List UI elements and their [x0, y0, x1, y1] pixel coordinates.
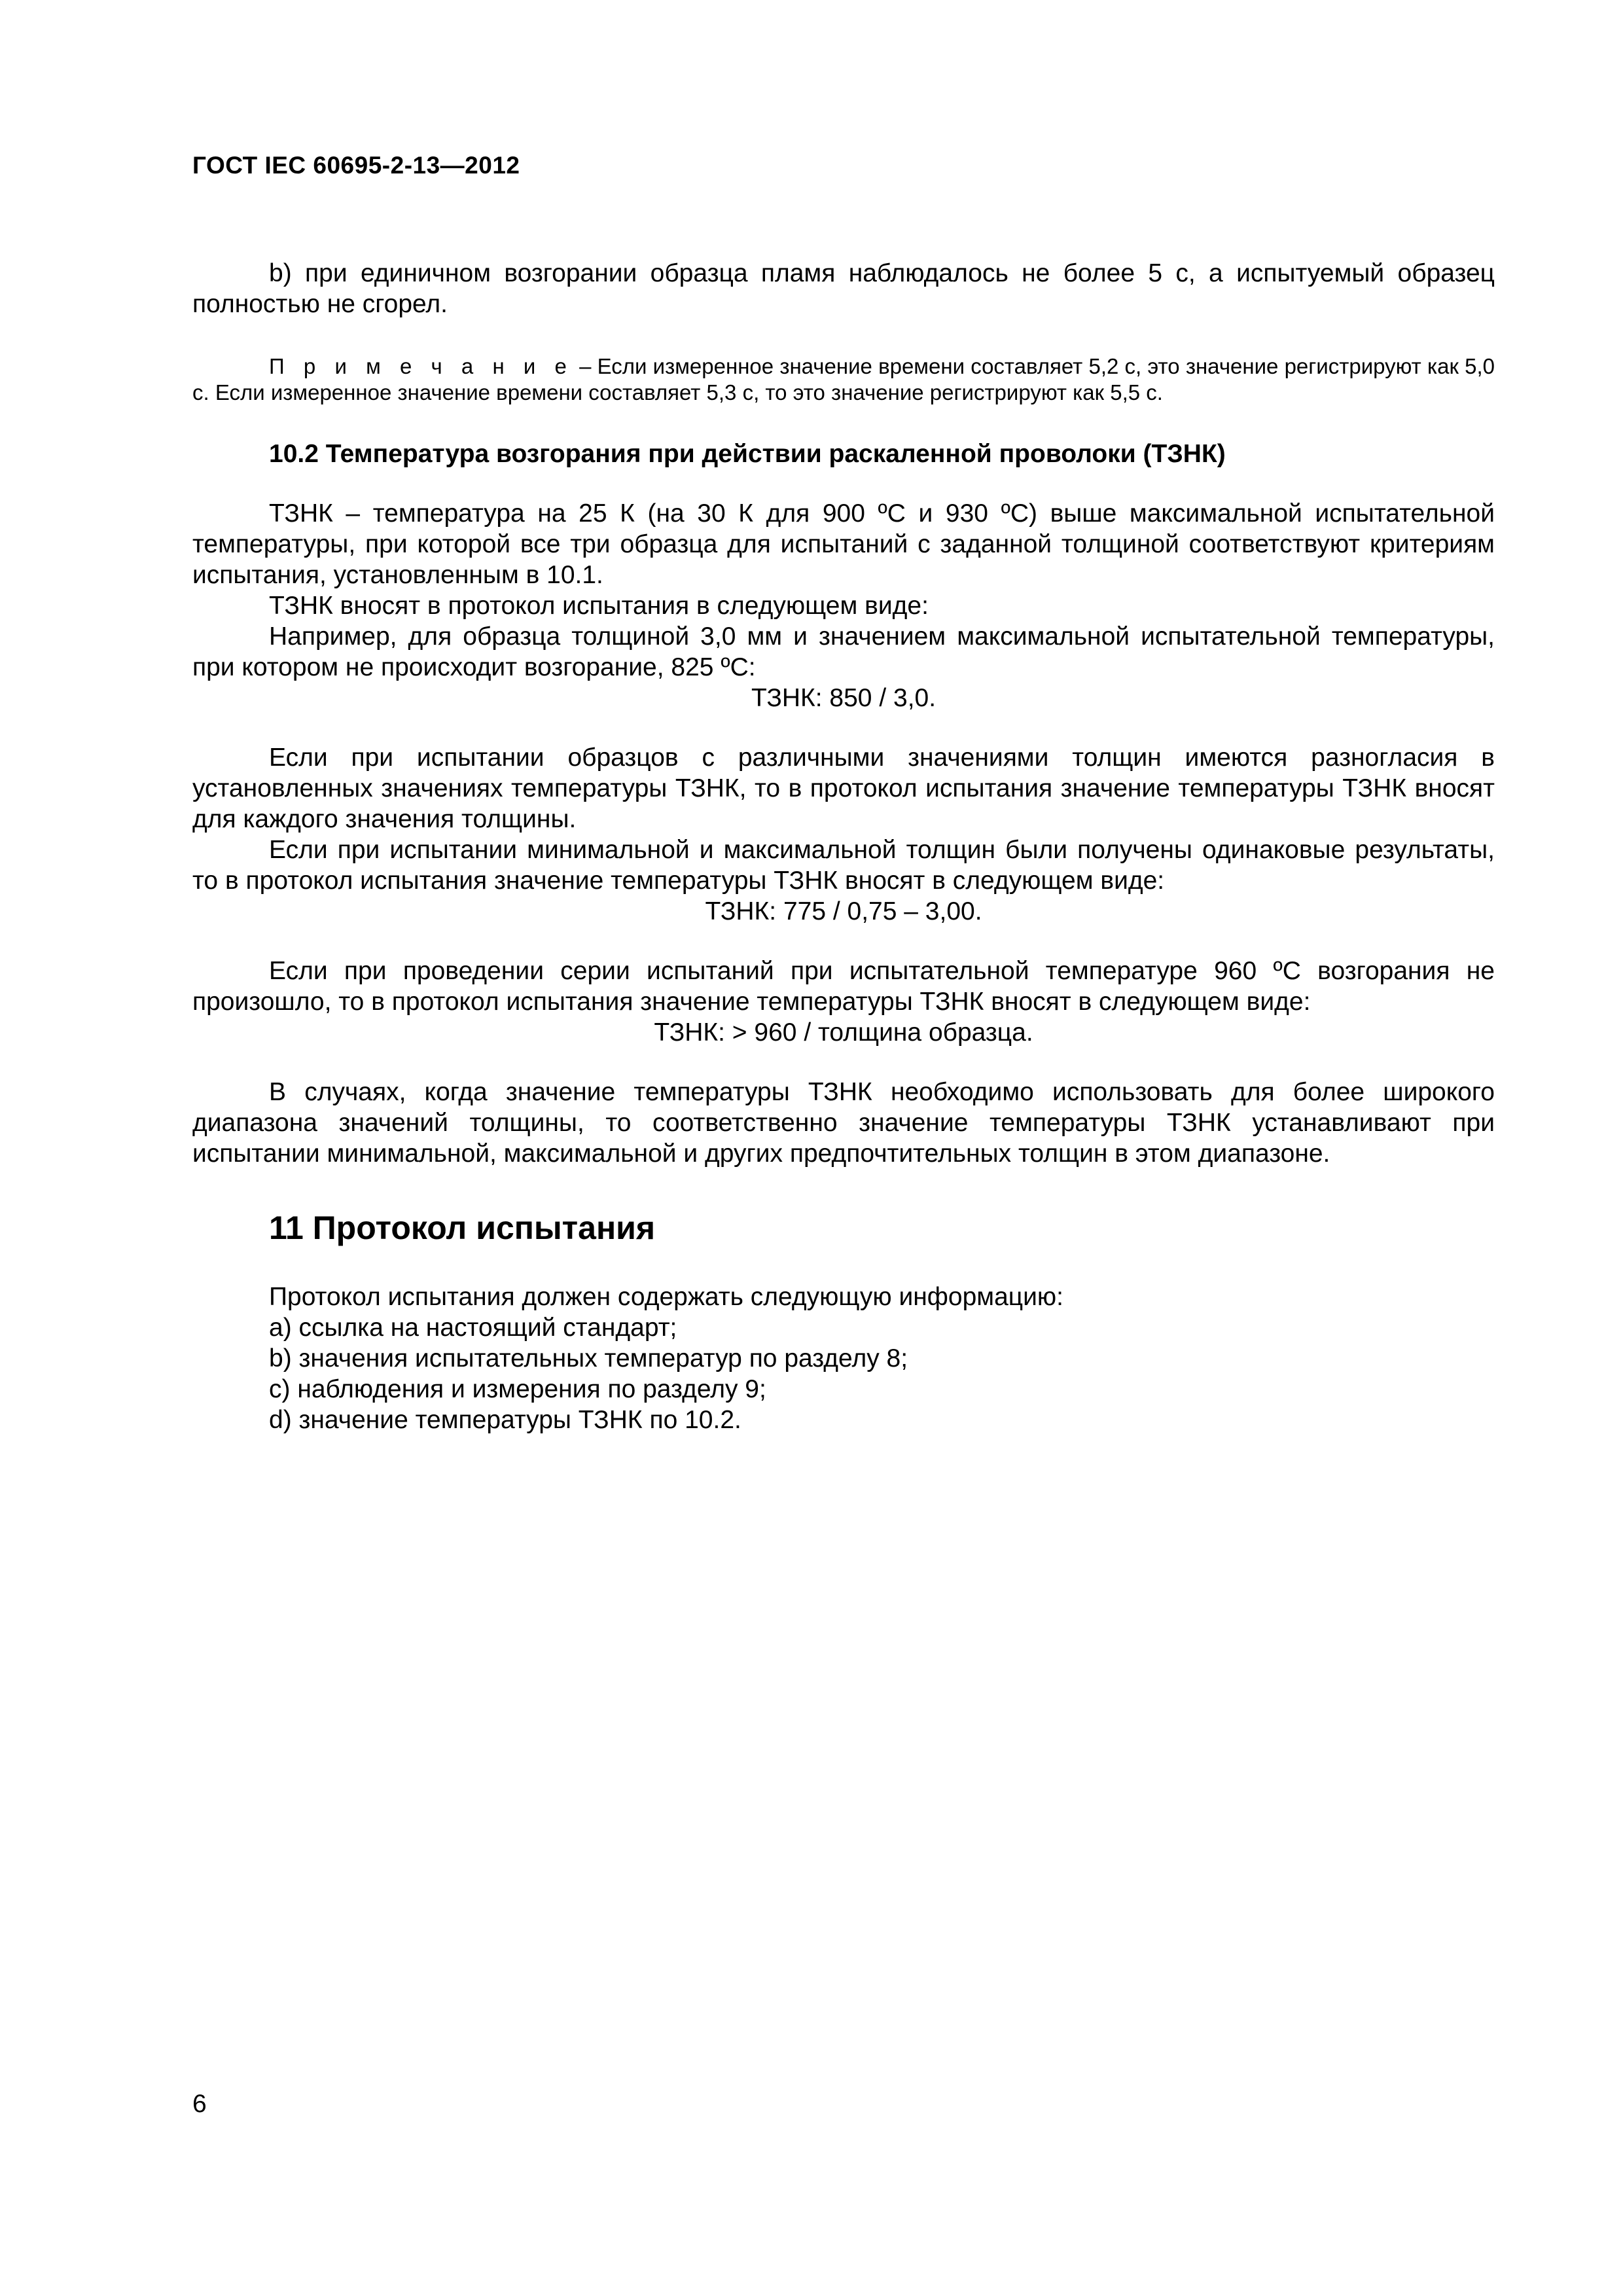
note — [192, 353, 1495, 406]
list-intro: Протокол испытания должен содержать следующую информацию: — [269, 1283, 1063, 1311]
list-item: b) значения испытательных температур по разделу 8; — [269, 1344, 908, 1372]
note-text: – Если измеренное значение времени составляет 5,2 с, это значение регистрируют как 5,0 с. Если измеренное значение времени составляет 5,3 с, то это значение регистрируют как 5,5 с. — [192, 354, 1495, 404]
page-content — [192, 258, 1495, 1435]
paragraph-7: В случаях, когда значение температуры ТЗНК необходимо использовать для более широкого диапазона значений толщины, то соответственно значение температуры ТЗНК устанавливают при испытании минимальной, максимальной и других предпочтительных толщин в этом диапазоне. — [192, 1078, 1495, 1168]
paragraph-6: Если при проведении серии испытаний при испытательной температуре 960 ºС возгорания не произошло, то в протокол испытания значение температуры ТЗНК вносят в следующем виде: — [192, 957, 1495, 1016]
formula-3: ТЗНК: > 960 / толщина образца. — [654, 1018, 1033, 1047]
requirements-list — [192, 1312, 1495, 1435]
paragraph-3: Например, для образца толщиной 3,0 мм и значением максимальной испытательной температуры, при котором не происходит возгорание, 825 ºС: — [192, 622, 1495, 681]
list-item: a) ссылка на настоящий стандарт; — [269, 1314, 677, 1342]
subsection-title: 10.2 Температура возгорания при действии раскаленной проволоки (ТЗНК) — [269, 440, 1226, 468]
formula-2: ТЗНК: 775 / 0,75 – 3,00. — [705, 897, 982, 925]
paragraph-1: ТЗНК – температура на 25 К (на 30 К для 900 ºС и 930 ºС) выше максимальной испытательной температуры, при которой все три образца для испытаний с заданной толщиной соответствуют критериям испытания, установленным в 10.1. — [192, 499, 1495, 589]
list-item: d) значение температуры ТЗНК по 10.2. — [269, 1406, 741, 1434]
paragraph-5: Если при испытании минимальной и максимальной толщин были получены одинаковые результаты, то в протокол испытания значение температуры ТЗНК вносят в следующем виде: — [192, 836, 1495, 895]
paragraph-2: ТЗНК вносят в протокол испытания в следующем виде: — [269, 592, 929, 620]
paragraph-4: Если при испытании образцов с различными значениями толщин имеются разногласия в установленных значениях температуры ТЗНК, то в протокол испытания значение температуры ТЗНК вносят для каждого значения толщины. — [192, 744, 1495, 833]
document-header: ГОСТ IEC 60695-2-13—2012 — [192, 152, 520, 179]
paragraph-b: b) при единичном возгорании образца пламя наблюдалось не более 5 с, а испытуемый образец полностью не сгорел. — [192, 259, 1495, 318]
note-label: П р и м е ч а н и е — [269, 354, 573, 378]
section-title: 11 Протокол испытания — [269, 1210, 656, 1246]
formula-1: ТЗНК: 850 / 3,0. — [751, 684, 936, 712]
page-number: 6 — [192, 2090, 207, 2118]
list-item: c) наблюдения и измерения по разделу 9; — [269, 1375, 766, 1403]
